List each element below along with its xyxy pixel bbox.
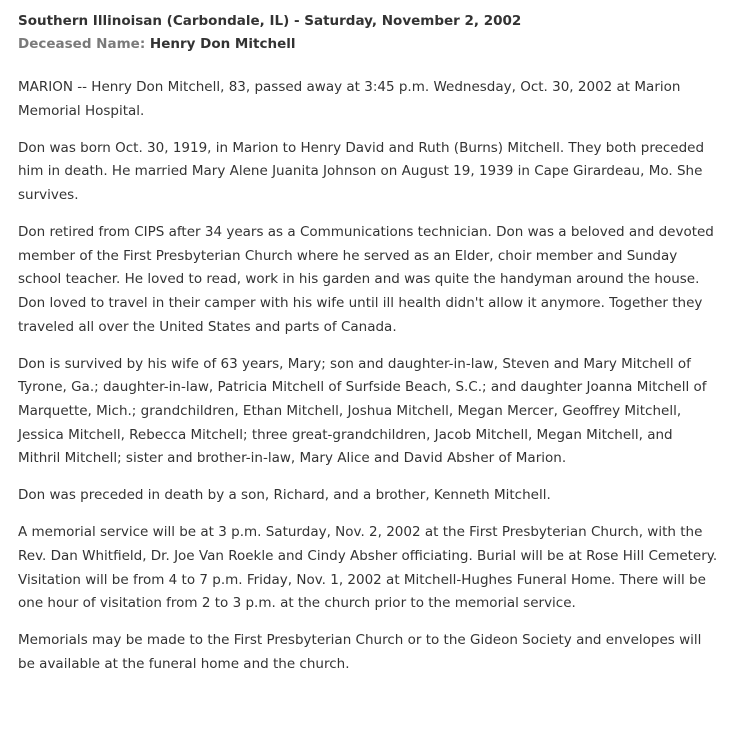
paragraph-preceded: Don was preceded in death by a son, Richard, and a brother, Kenneth Mitchell. bbox=[18, 487, 551, 504]
obituary-body bbox=[18, 76, 719, 677]
deceased-name-line bbox=[18, 33, 719, 56]
paragraph-memorials: Memorials may be made to the First Presbyterian Church or to the Gideon Society and envelopes will be available at the funeral home and the church. bbox=[18, 632, 702, 673]
paragraph-career: Don retired from CIPS after 34 years as a Communications technician. Don was a beloved and devoted member of the First Presbyterian Church where he served as an Elder, choir member and Sunday school teacher. He loved to read, work in his garden and was quite the handyman around the house. Don loved to travel in their camper with his wife until ill health didn't allow it anymore. Together they traveled all over the United States and parts of Canada. bbox=[18, 224, 714, 335]
paragraph-intro: MARION -- Henry Don Mitchell, 83, passed away at 3:45 p.m. Wednesday, Oct. 30, 2002 at Marion Memorial Hospital. bbox=[18, 79, 681, 119]
deceased-name-label: Deceased Name: bbox=[18, 36, 146, 52]
source-line: Southern Illinoisan (Carbondale, IL) - Saturday, November 2, 2002 bbox=[18, 13, 522, 29]
deceased-name-value: Henry Don Mitchell bbox=[149, 36, 296, 52]
paragraph-survivors: Don is survived by his wife of 63 years, Mary; son and daughter-in-law, Steven and Mary Mitchell of Tyrone, Ga.; daughter-in-law, Patricia Mitchell of Surfside Beach, S.C.; and daughter Joanna Mitchell of Marquette, Mich.; grandchildren, Ethan Mitchell, Joshua Mitchell, Megan Mercer, Geoffrey Mitchell, Jessica Mitchell, Rebecca Mitchell; three great-grandchildren, Jacob Mitchell, Megan Mitchell, and Mithril Mitchell; sister and brother-in-law, Mary Alice and David Absher of Marion. bbox=[18, 355, 707, 467]
paragraph-service: A memorial service will be at 3 p.m. Saturday, Nov. 2, 2002 at the First Presbyterian Church, with the Rev. Dan Whitfield, Dr. Joe Van Roekle and Cindy Absher officiating. Burial will be at Rose Hill Cemetery. Visitation will be from 4 to 7 p.m. Friday, Nov. 1, 2002 at Mitchell-Hughes Funeral Home. There will be one hour of visitation from 2 to 3 p.m. at the church prior to the memorial service. bbox=[18, 524, 718, 612]
paragraph-birth: Don was born Oct. 30, 1919, in Marion to Henry David and Ruth (Burns) Mitchell. They both preceded him in death. He married Mary Alene Juanita Johnson on August 19, 1939 in Cape Girardeau, Mo. She survives. bbox=[18, 139, 705, 203]
